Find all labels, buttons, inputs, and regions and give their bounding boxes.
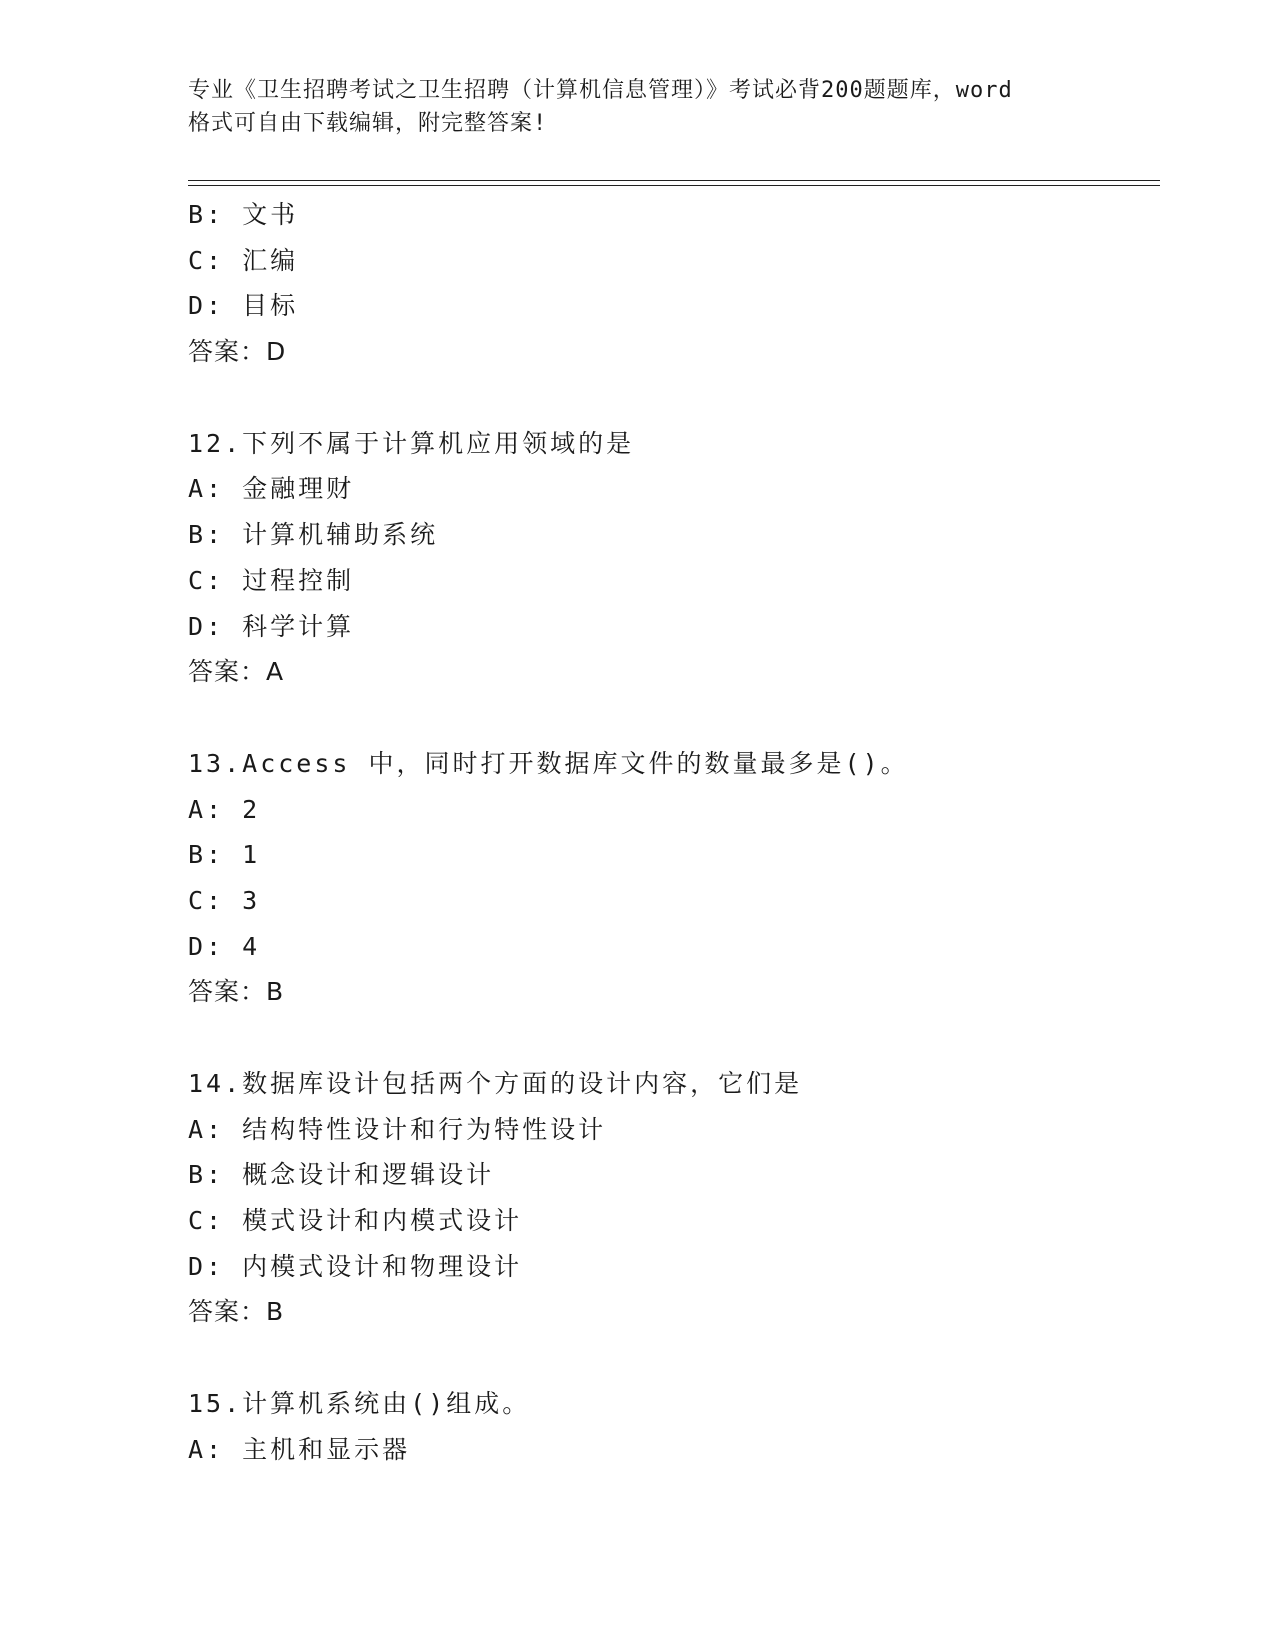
question-text: 13.Access 中，同时打开数据库文件的数量最多是()。 <box>188 748 909 778</box>
option-c: C: 3 <box>188 885 261 915</box>
question-15-partial <box>188 1381 1158 1472</box>
option-a: A: 主机和显示器 <box>188 1434 411 1464</box>
answer: 答案：B <box>188 1297 285 1327</box>
answer: 答案：B <box>188 977 285 1007</box>
option-d: D: 4 <box>188 931 261 961</box>
question-14 <box>188 1061 1158 1335</box>
header-title-line-2: 格式可自由下载编辑，附完整答案! <box>188 111 548 136</box>
question-11-partial <box>188 192 1158 375</box>
header-rule-bottom <box>188 185 1160 186</box>
option-d: D: 科学计算 <box>188 611 355 641</box>
question-text: 12.下列不属于计算机应用领域的是 <box>188 428 635 458</box>
question-12 <box>188 421 1158 695</box>
question-text: 15.计算机系统由()组成。 <box>188 1389 531 1419</box>
answer: 答案：A <box>188 657 285 687</box>
option-b: B: 计算机辅助系统 <box>188 520 439 550</box>
option-b: B: 1 <box>188 840 261 870</box>
option-c: C: 过程控制 <box>188 565 355 595</box>
question-13 <box>188 741 1158 1015</box>
option-a: A: 2 <box>188 794 261 824</box>
option-a: A: 金融理财 <box>188 474 355 504</box>
header-title-line-1: 专业《卫生招聘考试之卫生招聘（计算机信息管理）》考试必背200题题库，word <box>188 78 1013 103</box>
option-b: B: 概念设计和逻辑设计 <box>188 1160 495 1190</box>
option-d: D: 目标 <box>188 291 299 321</box>
option-d: D: 内模式设计和物理设计 <box>188 1251 523 1281</box>
option-a: A: 结构特性设计和行为特性设计 <box>188 1114 607 1144</box>
option-c: C: 模式设计和内模式设计 <box>188 1206 523 1236</box>
question-text: 14.数据库设计包括两个方面的设计内容，它们是 <box>188 1069 803 1098</box>
answer: 答案：D <box>188 337 287 367</box>
option-c: C: 汇编 <box>188 245 299 275</box>
document-header <box>188 74 1088 140</box>
header-rule-top <box>188 180 1160 181</box>
option-b: B: 文书 <box>188 200 299 229</box>
question-list <box>188 192 1158 1473</box>
